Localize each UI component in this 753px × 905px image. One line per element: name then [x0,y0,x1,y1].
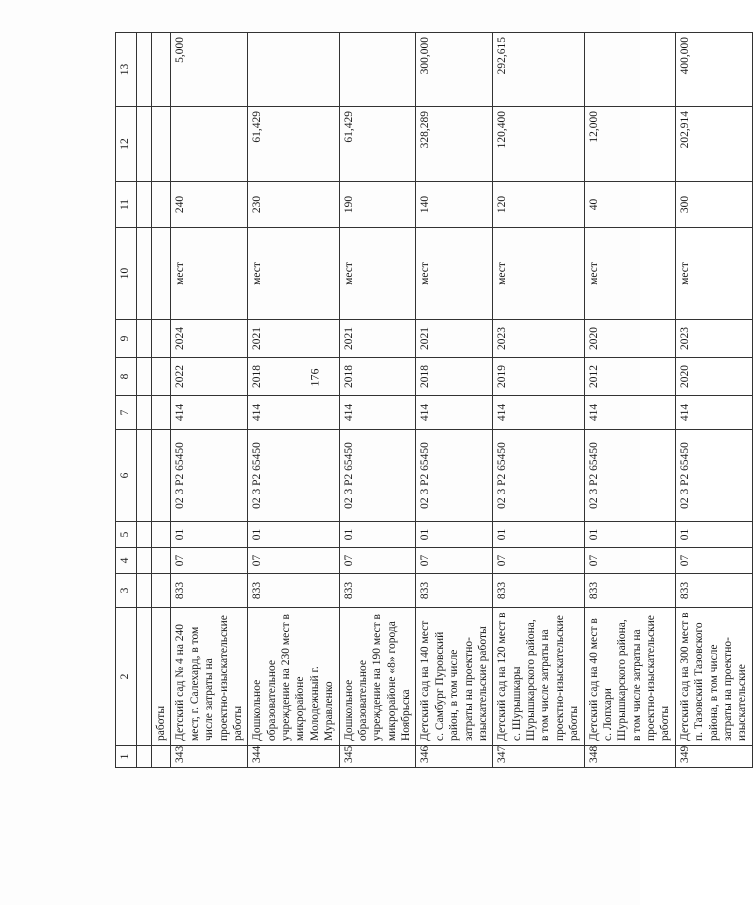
section-cell: 07 [171,548,248,574]
amount-cell: 61,429 [339,107,416,182]
expense-type-cell: 414 [493,396,584,430]
header-cell: 11 [116,182,137,228]
header-cell: 10 [116,228,137,320]
table-row [493,33,584,768]
capacity-cell: 140 [416,182,493,228]
object-name-cell: Дошкольное образовательное учреждение на 230 мест в микрорайоне Молодежный г. Муравленко [248,608,339,746]
object-name-cell: Детский сад на 300 мест в п. Тазовский Тазовского района, в том числе затраты на проектно-изыскательские [675,608,752,746]
subsection-cell: 01 [339,522,416,548]
amount-cell: 202,914 [675,107,752,182]
target-article-cell: 02 3 P2 65450 [339,430,416,522]
amount-cell [339,33,416,107]
end-year-cell: 2023 [493,320,584,358]
object-name-cell: Дошкольное образовательное учреждение на 190 мест в микрорайоне «8» города Ноябрьска [339,608,416,746]
section-cell: 07 [675,548,752,574]
amount-cell: 12,000 [584,107,675,182]
expense-type-cell: 414 [248,396,339,430]
object-name-cell: Детский сад на 40 мест в с. Лопхари Шурышкарского района, в том числе затраты на проектно-изыскательские работы [584,608,675,746]
unit-cell: мест [171,228,248,320]
capacity-cell: 190 [339,182,416,228]
section-cell: 07 [584,548,675,574]
continuation-text: работы [152,608,171,746]
expense-type-cell: 414 [675,396,752,430]
amount-cell: 120,400 [493,107,584,182]
row-number-cell: 348 [584,746,675,768]
budget-table [115,32,753,768]
capacity-cell: 40 [584,182,675,228]
table-row [171,33,248,768]
expense-type-cell: 414 [339,396,416,430]
subsection-cell: 01 [171,522,248,548]
start-year-cell: 2018 [248,358,339,396]
row-number-cell: 345 [339,746,416,768]
header-cell: 6 [116,430,137,522]
code-cell: 833 [248,574,339,608]
object-name-cell: Детский сад № 4 на 240 мест, г. Салехард, в том числе затраты на проектно-изыскательские работы [171,608,248,746]
unit-cell: мест [493,228,584,320]
code-cell: 833 [416,574,493,608]
unit-cell: мест [248,228,339,320]
end-year-cell: 2024 [171,320,248,358]
header-cell: 2 [116,608,137,746]
rotated-table-container [115,33,749,768]
header-cell: 13 [116,33,137,107]
object-name-cell: Детский сад на 140 мест с. Самбург Пуровский район, в том числе затраты на проектно-изыскательские работы [416,608,493,746]
page-number: 176 [307,368,322,387]
amount-cell: 328,289 [416,107,493,182]
amount-cell: 5,000 [171,33,248,107]
subsection-cell: 01 [584,522,675,548]
target-article-cell: 02 3 P2 65450 [493,430,584,522]
code-cell: 833 [584,574,675,608]
header-cell: 7 [116,396,137,430]
table-row [584,33,675,768]
unit-cell: мест [416,228,493,320]
row-number-cell: 344 [248,746,339,768]
header-cell: 9 [116,320,137,358]
capacity-cell: 240 [171,182,248,228]
row-number-cell: 346 [416,746,493,768]
end-year-cell: 2020 [584,320,675,358]
header-cell: 8 [116,358,137,396]
amount-cell: 61,429 [248,107,339,182]
target-article-cell: 02 3 P2 65450 [248,430,339,522]
start-year-cell: 2019 [493,358,584,396]
code-cell: 833 [675,574,752,608]
target-article-cell: 02 3 P2 65450 [171,430,248,522]
start-year-cell: 2020 [675,358,752,396]
table-row [339,33,416,768]
capacity-cell: 230 [248,182,339,228]
end-year-cell: 2021 [339,320,416,358]
amount-cell: 400,000 [675,33,752,107]
subsection-cell: 01 [493,522,584,548]
end-year-cell: 2021 [416,320,493,358]
amount-cell [171,107,248,182]
header-cell: 4 [116,548,137,574]
amount-cell [248,33,339,107]
expense-type-cell: 414 [171,396,248,430]
code-cell: 833 [493,574,584,608]
expense-type-cell: 414 [416,396,493,430]
start-year-cell: 2018 [339,358,416,396]
start-year-cell: 2022 [171,358,248,396]
header-cell: 5 [116,522,137,548]
unit-cell: мест [339,228,416,320]
row-number-cell: 349 [675,746,752,768]
table-row [416,33,493,768]
subsection-cell: 01 [248,522,339,548]
amount-cell [584,33,675,107]
row-number-cell: 343 [171,746,248,768]
end-year-cell: 2021 [248,320,339,358]
start-year-cell: 2012 [584,358,675,396]
target-article-cell: 02 3 P2 65450 [416,430,493,522]
start-year-cell: 2018 [416,358,493,396]
amount-cell: 300,000 [416,33,493,107]
section-cell: 07 [339,548,416,574]
header-cell: 3 [116,574,137,608]
subsection-cell: 01 [416,522,493,548]
end-year-cell: 2023 [675,320,752,358]
section-cell: 07 [248,548,339,574]
row-number-cell: 347 [493,746,584,768]
header-row [116,33,137,768]
table-row [675,33,752,768]
target-article-cell: 02 3 P2 65450 [584,430,675,522]
header-cell: 12 [116,107,137,182]
continuation-row [152,33,171,768]
spacer-row [137,33,152,768]
subsection-cell: 01 [675,522,752,548]
header-cell: 1 [116,746,137,768]
capacity-cell: 300 [675,182,752,228]
unit-cell: мест [675,228,752,320]
target-article-cell: 02 3 P2 65450 [675,430,752,522]
object-name-cell: Детский сад на 120 мест в с. Шурышкары Шурышкарского района, в том числе затраты на проектно-изыскательские работы [493,608,584,746]
code-cell: 833 [171,574,248,608]
section-cell: 07 [493,548,584,574]
amount-cell: 292,615 [493,33,584,107]
section-cell: 07 [416,548,493,574]
code-cell: 833 [339,574,416,608]
table-row [248,33,339,768]
expense-type-cell: 414 [584,396,675,430]
unit-cell: мест [584,228,675,320]
capacity-cell: 120 [493,182,584,228]
